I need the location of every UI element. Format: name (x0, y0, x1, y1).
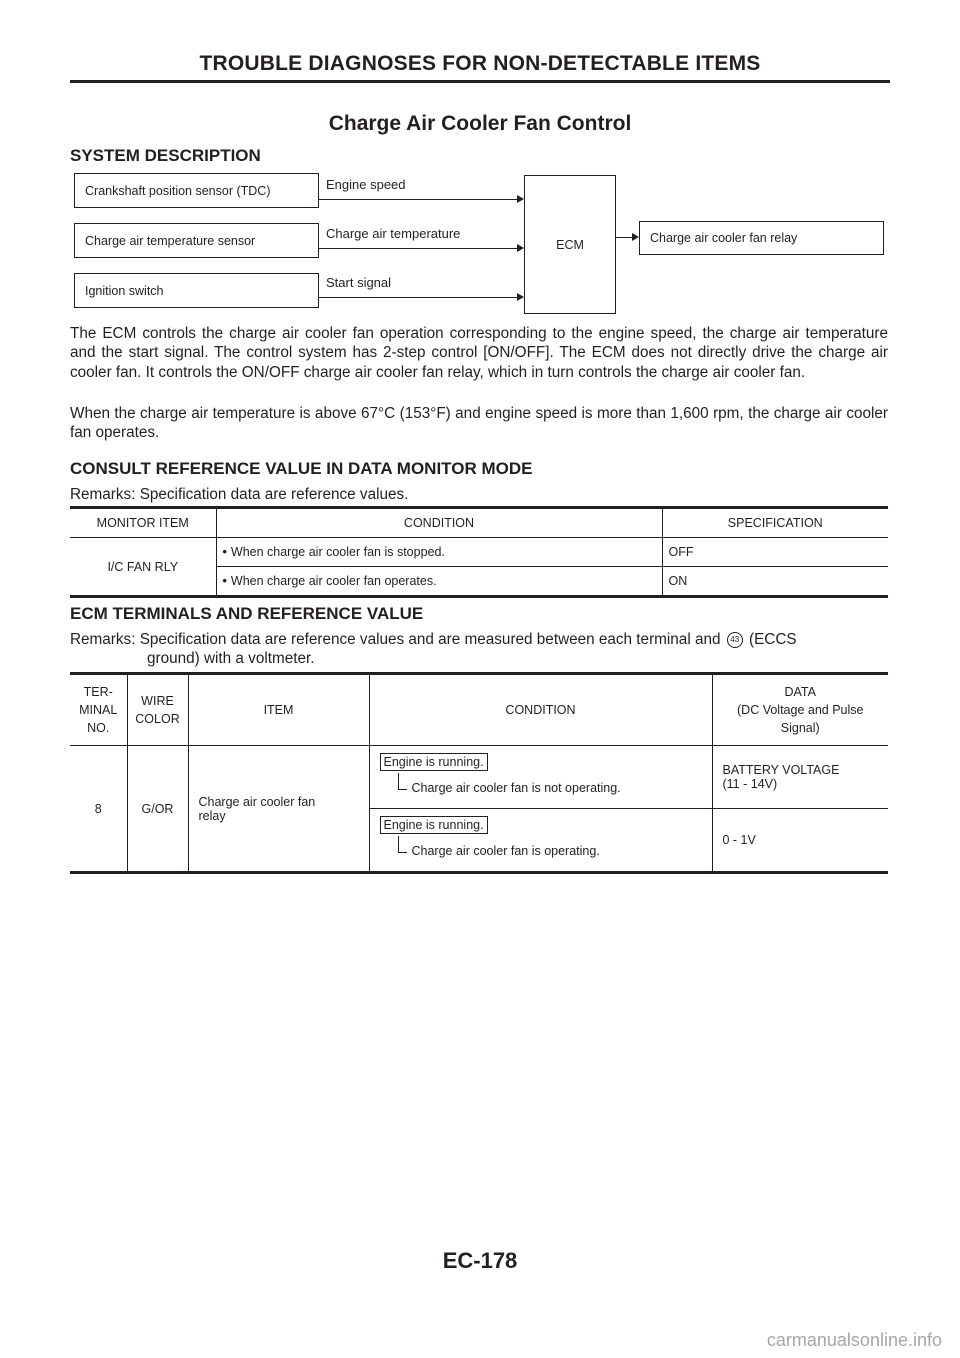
col-header-wire (127, 674, 188, 746)
condition-main: Engine is running. (380, 816, 488, 834)
arrow-line (319, 297, 517, 298)
arrow-line (616, 237, 632, 238)
consult-table (70, 506, 888, 598)
table-header-row (70, 508, 888, 538)
remarks-text: Remarks: Specification data are reference values and are measured between each terminal and (70, 631, 721, 648)
data-line: BATTERY VOLTAGE (722, 763, 840, 777)
arrow-line (319, 248, 517, 249)
header-line: MINAL (79, 703, 118, 717)
col-header-monitor-item: MONITOR ITEM (70, 508, 216, 538)
arrow-right-icon (632, 233, 639, 241)
arrow-right-icon (517, 244, 524, 252)
data-cell (712, 746, 888, 809)
condition-text: When charge air cooler fan is stopped. (230, 545, 445, 559)
monitor-item-cell: I/C FAN RLY (70, 538, 216, 597)
item-cell (188, 746, 369, 873)
ecm-terminal-table (70, 672, 888, 874)
input-box-label: Crankshaft position sensor (TDC) (85, 183, 271, 198)
col-header-item: ITEM (188, 674, 369, 746)
input-box-crankshaft (74, 173, 319, 208)
condition-cell (216, 567, 662, 597)
condition-cell (369, 746, 712, 809)
arrow-right-icon (517, 195, 524, 203)
header-line: (DC Voltage and Pulse (737, 703, 864, 717)
signal-label-charge-air-temp: Charge air temperature (326, 226, 461, 241)
terminal-number-cell: 8 (70, 746, 127, 873)
spec-cell: ON (662, 567, 888, 597)
table-row (70, 538, 888, 567)
remarks-line-2: ground) with a voltmeter. (147, 650, 315, 667)
condition-cell (369, 809, 712, 873)
page-number: EC-178 (442, 1248, 518, 1273)
input-box-ignition (74, 273, 319, 308)
system-description-heading: SYSTEM DESCRIPTION (70, 146, 261, 165)
description-paragraph-2: When the charge air temperature is above 67°C (153°F) and engine speed is more than 1,600 rpm, the charge air cooler fan operates. (70, 405, 888, 442)
arrow-right-icon (517, 293, 524, 301)
wire-color-cell: G/OR (127, 746, 188, 873)
input-box-charge-air-temp (74, 223, 319, 258)
condition-text: When charge air cooler fan operates. (230, 574, 437, 588)
header-line: DATA (784, 685, 816, 699)
col-header-terminal (70, 674, 127, 746)
table-header-row (70, 674, 888, 746)
header-line: NO. (87, 721, 110, 735)
table-row (70, 746, 888, 809)
consult-remarks: Remarks: Specification data are reference values. (70, 486, 409, 503)
data-line: 0 - 1V (722, 833, 756, 847)
data-cell (712, 809, 888, 873)
ecm-terminals-heading: ECM TERMINALS AND REFERENCE VALUE (70, 604, 424, 623)
watermark: carmanualsonline.info (766, 1330, 942, 1350)
col-header-data (712, 674, 888, 746)
arrow-line (319, 199, 517, 200)
signal-label-start: Start signal (326, 275, 392, 290)
condition-cell (216, 538, 662, 567)
col-header-specification: SPECIFICATION (662, 508, 888, 538)
data-line: (11 - 14V) (722, 777, 778, 791)
input-box-label: Ignition switch (85, 283, 164, 298)
bullet-icon: • (222, 545, 227, 559)
output-box-label: Charge air cooler fan relay (650, 231, 798, 245)
ecm-label: ECM (556, 237, 584, 252)
input-box-label: Charge air temperature sensor (85, 233, 256, 248)
condition-main: Engine is running. (380, 753, 488, 771)
remarks-text: (ECCS (748, 631, 797, 648)
remarks-line-1 (70, 630, 888, 649)
col-header-condition: CONDITION (216, 508, 662, 538)
condition-sub: Charge air cooler fan is not operating. (398, 777, 702, 795)
ecm-terminals-remarks (70, 630, 888, 668)
header-line: WIRE (141, 694, 174, 708)
item-line: relay (198, 808, 226, 823)
page-header (70, 52, 890, 83)
description-paragraph-1: The ECM controls the charge air cooler fan operation corresponding to the engine speed, the charge air temperature and the start signal. The control system has 2-step control [ON/OFF]. The ECM does not directly drive the charge air cooler fan. It controls the ON/OFF charge air cooler fan relay, which in turn controls the charge air cooler fan. (70, 325, 888, 381)
col-header-condition: CONDITION (369, 674, 712, 746)
header-line: COLOR (135, 712, 180, 726)
consult-heading: CONSULT REFERENCE VALUE IN DATA MONITOR MODE (70, 459, 533, 478)
signal-label-engine-speed: Engine speed (326, 177, 406, 192)
condition-sub: Charge air cooler fan is operating. (398, 840, 702, 858)
header-line: TER- (83, 685, 113, 699)
item-line: Charge air cooler fan (198, 794, 316, 809)
section-title: Charge Air Cooler Fan Control (328, 112, 632, 135)
page-header-title: TROUBLE DIAGNOSES FOR NON-DETECTABLE ITEMS (199, 52, 761, 75)
spec-cell: OFF (662, 538, 888, 567)
output-box-fan-relay (639, 221, 884, 255)
header-line: Signal) (780, 721, 820, 735)
bullet-icon: • (222, 574, 227, 588)
header-rule (70, 80, 890, 83)
terminal-ref-icon: 43 (727, 632, 743, 648)
ecm-box (524, 175, 616, 314)
